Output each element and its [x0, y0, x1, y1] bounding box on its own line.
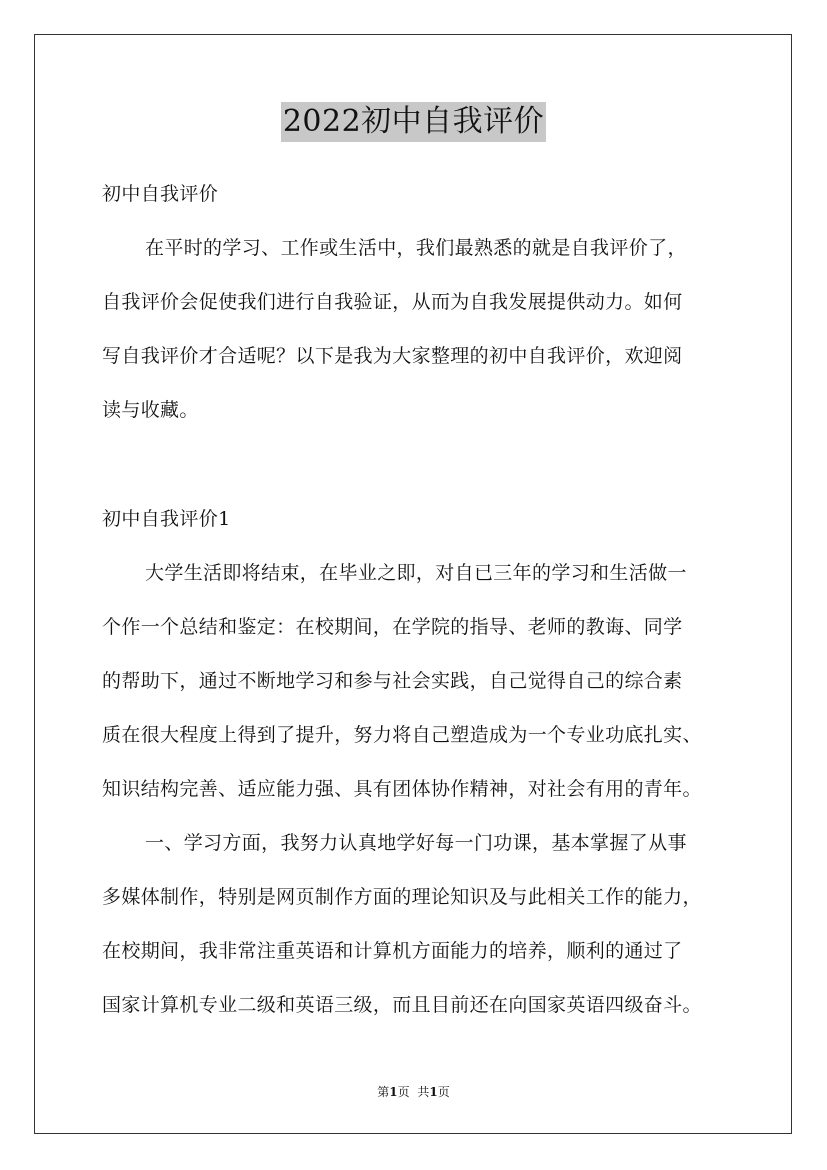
paragraph-line: 国家计算机专业二级和英语三级，而且目前还在向国家英语四级奋斗。 — [102, 994, 702, 1016]
paragraph-line: 知识结构完善、适应能力强、具有团体协作精神，对社会有用的青年。 — [102, 778, 702, 800]
intro-line: 自我评价会促使我们进行自我验证，从而为自我发展提供动力。如何 — [102, 291, 683, 313]
paragraph-line: 质在很大程度上得到了提升，努力将自己塑造成为一个专业功底扎实、 — [102, 724, 702, 746]
paragraph-line: 多媒体制作，特别是网页制作方面的理论知识及与此相关工作的能力， — [102, 886, 702, 908]
paragraph-line: 的帮助下，通过不断地学习和参与社会实践，自己觉得自己的综合素 — [102, 670, 683, 692]
paragraph-line: 大学生活即将结束，在毕业之即，对自已三年的学习和生活做一 — [145, 562, 687, 584]
page-number: 1 — [389, 1085, 398, 1099]
section-heading: 初中自我评价1 — [102, 508, 231, 530]
total-pages: 1 — [429, 1085, 438, 1099]
page-footer — [0, 1084, 827, 1100]
intro-line: 在平时的学习、工作或生活中，我们最熟悉的就是自我评价了， — [145, 237, 687, 259]
intro-line: 读与收藏。 — [102, 399, 199, 421]
total-prefix: 共 — [417, 1085, 430, 1099]
document-title: 2022初中自我评价 — [281, 102, 546, 142]
paragraph-line: 一、学习方面，我努力认真地学好每一门功课，基本掌握了从事 — [145, 832, 687, 854]
page-suffix: 页 — [397, 1085, 410, 1099]
paragraph-line: 在校期间，我非常注重英语和计算机方面能力的培养，顺利的通过了 — [102, 940, 683, 962]
total-suffix: 页 — [437, 1085, 450, 1099]
intro-line: 写自我评价才合适呢？以下是我为大家整理的初中自我评价，欢迎阅 — [102, 345, 683, 367]
title-wrapper — [0, 102, 827, 142]
page-prefix: 第 — [377, 1085, 390, 1099]
paragraph-line: 个作一个总结和鉴定：在校期间，在学院的指导、老师的教诲、同学 — [102, 616, 683, 638]
document-subtitle: 初中自我评价 — [102, 183, 219, 205]
